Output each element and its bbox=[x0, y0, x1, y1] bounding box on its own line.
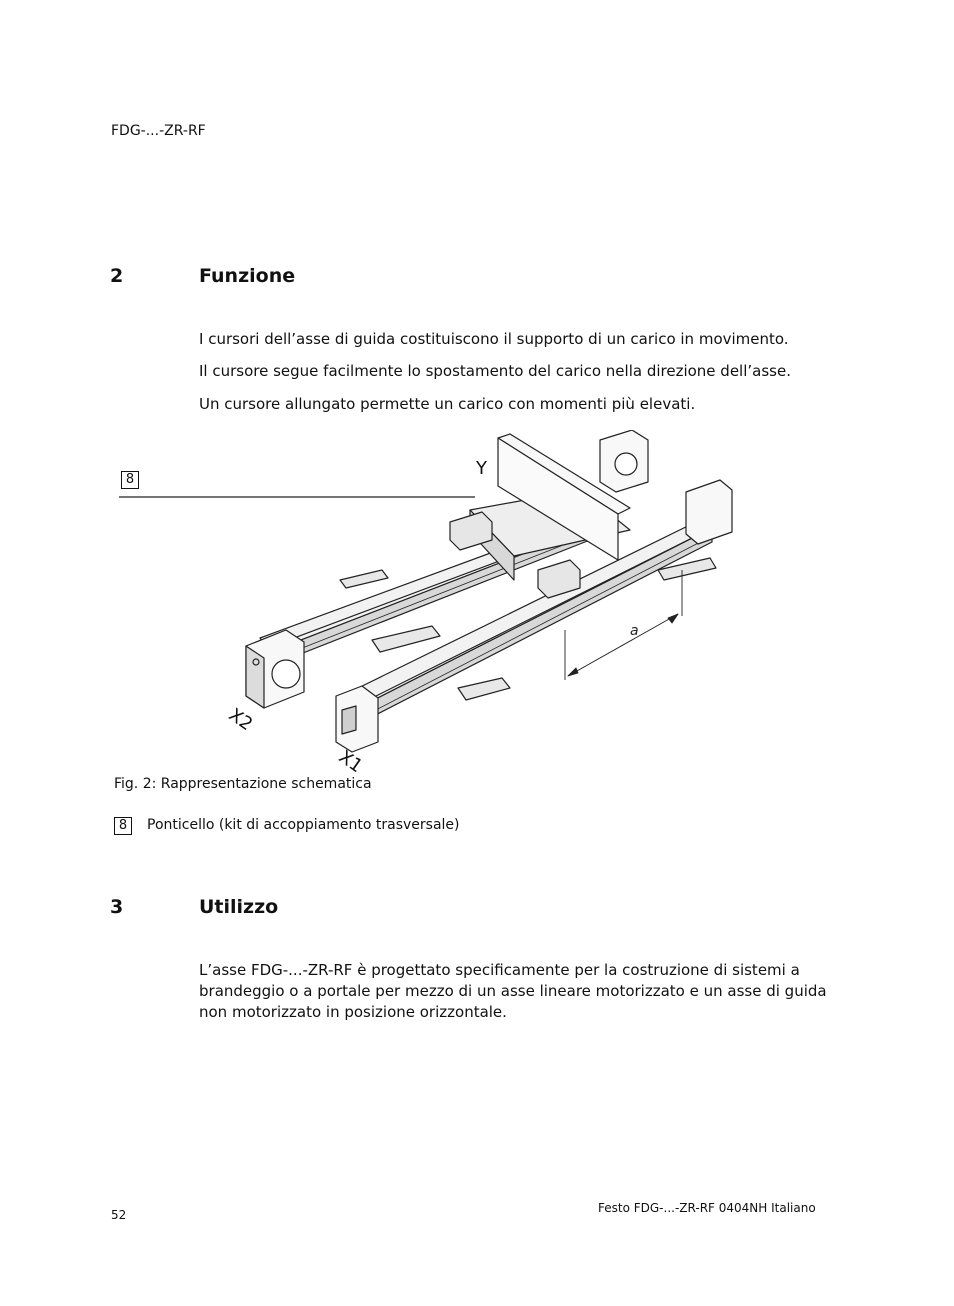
motor-block-back bbox=[600, 430, 648, 492]
section-2-title: Funzione bbox=[199, 265, 296, 287]
legend-number-box: 8 bbox=[114, 817, 132, 835]
figure-caption: Fig. 2: Rappresentazione schematica bbox=[114, 776, 372, 792]
section-2-paragraph-2: Il cursore segue facilmente lo spostamento del carico nella direzione dell’asse. bbox=[199, 362, 791, 380]
section-2-paragraph-3: Un cursore allungato permette un carico con momenti più elevati. bbox=[199, 395, 696, 413]
section-3-line-3: non motorizzato in posizione orizzontale. bbox=[199, 1003, 507, 1021]
label-x2: X2 bbox=[224, 704, 257, 736]
section-2-paragraph-1: I cursori dell’asse di guida costituiscono il supporto di un carico in movimento. bbox=[199, 330, 789, 348]
legend-text: Ponticello (kit di accoppiamento trasversale) bbox=[147, 817, 460, 833]
page-header: FDG-...-ZR-RF bbox=[111, 123, 206, 139]
section-3-line-2: brandeggio o a portale per mezzo di un asse lineare motorizzato e un asse di guida bbox=[199, 982, 827, 1000]
section-3-line-1: L’asse FDG-...-ZR-RF è progettato specificamente per la costruzione di sistemi a bbox=[199, 961, 800, 979]
section-2-number: 2 bbox=[110, 265, 124, 287]
gantry-axis-drawing bbox=[110, 430, 750, 780]
figure-callout-8: 8 bbox=[121, 471, 139, 489]
motor-block-front bbox=[686, 480, 732, 544]
label-x1: X1 bbox=[334, 746, 367, 778]
foot-back-center bbox=[372, 626, 440, 652]
foot-back-left bbox=[340, 570, 388, 588]
label-a: a bbox=[630, 623, 639, 639]
label-y: Y bbox=[476, 458, 487, 479]
section-3-title: Utilizzo bbox=[199, 896, 279, 918]
end-cap-x2 bbox=[246, 630, 304, 708]
footer-doc-info: Festo FDG-...-ZR-RF 0404NH Italiano bbox=[598, 1201, 816, 1215]
end-cap-x1 bbox=[336, 686, 378, 752]
section-3-number: 3 bbox=[110, 896, 124, 918]
page-number: 52 bbox=[111, 1208, 127, 1222]
foot-front-left bbox=[458, 678, 510, 700]
